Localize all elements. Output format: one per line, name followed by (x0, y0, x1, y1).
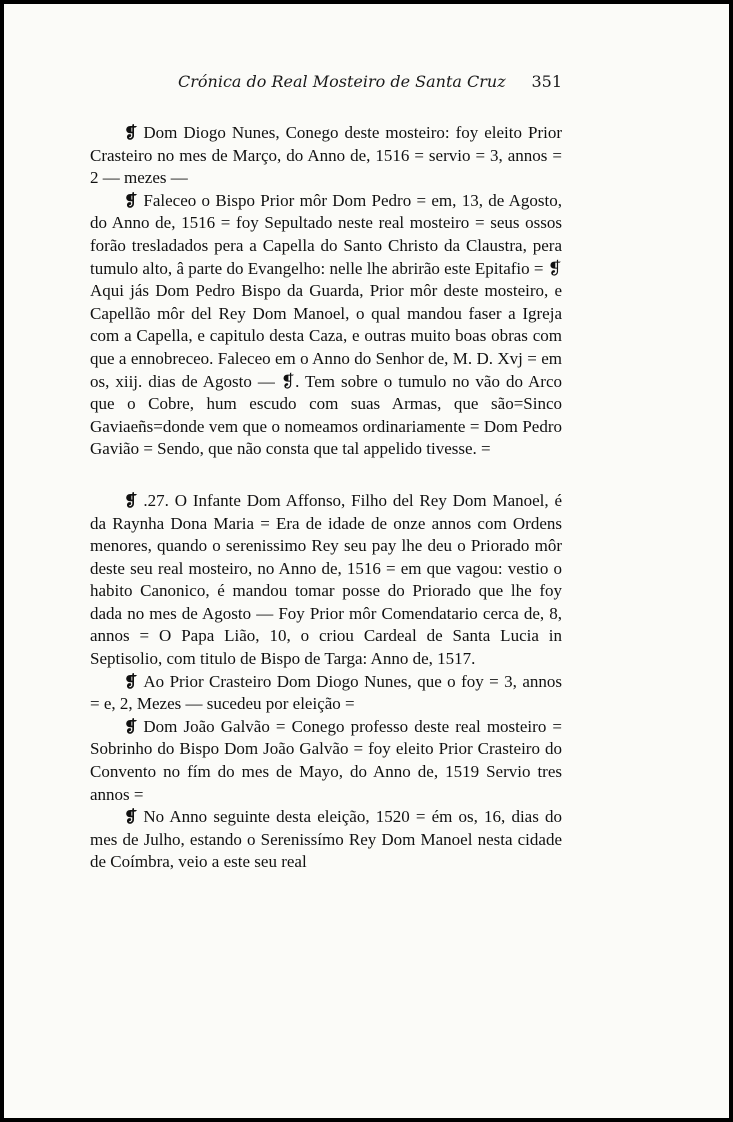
page-number: 351 (531, 72, 562, 91)
paragraph-6 (90, 806, 562, 874)
paragraph-text: Dom Diogo Nunes, Conego deste mosteiro: foy eleito Prior Crasteiro no mes de Março, do Anno de, 1516 = servio = 3, annos = 2 — mezes — (90, 123, 562, 188)
book-page (4, 4, 729, 1118)
paragraph-mark-icon: ❡ (124, 190, 138, 210)
page-header (90, 72, 562, 96)
body-text (90, 122, 562, 874)
paragraph-mark-icon: ❡ (124, 490, 138, 510)
paragraph-4 (90, 671, 562, 716)
paragraph-mark-icon: ❡ (124, 807, 138, 827)
paragraph-3 (90, 490, 562, 671)
paragraph-mark-icon: ❡ (124, 671, 138, 691)
paragraph-text: Ao Prior Crasteiro Dom Diogo Nunes, que o foy = 3, annos = e, 2, Mezes — sucedeu por eleição = (90, 671, 562, 714)
paragraph-mark-icon: ❡ (124, 716, 138, 736)
paragraph-2 (90, 190, 562, 461)
paragraph-text: Faleceo o Bispo Prior môr Dom Pedro = em, 13, de Agosto, do Anno de, 1516 = foy Sepultado neste real mosteiro = seus ossos forão tresladados pera a Capella do Santo Christo da Claustra, pera tumulo alto, â parte do Evangelho: nelle lhe abrirão este Epitafio = ❡ Aqui jás Dom Pedro Bispo da Guarda, Prior môr deste mosteiro, e Capellão môr del Rey Dom Manoel, o qual mandou faser a Igreja com a Capella, e capitulo desta Caza, e outras muito boas obras com que a ennobreceo. Faleceo em o Anno do Senhor de, M. D. Xvj = em os, xiij. dias de Agosto — ❡. Tem sobre o tumulo no vão do Arco que o Cobre, hum escudo com suas Armas, que são=Sinco Gaviaeñs=donde vem que o nomeamos ordinariamente = Dom Pedro Gavião = Sendo, que não consta que tal appelido tivesse. = (90, 190, 562, 459)
paragraph-text: No Anno seguinte desta eleição, 1520 = ém os, 16, dias do mes de Julho, estando o Serenissímo Rey Dom Manoel nesta cidade de Coímbra, veio a este seu real (90, 807, 562, 872)
paragraph-5 (90, 716, 562, 806)
running-title: Crónica do Real Mosteiro de Santa Cruz (178, 72, 506, 91)
paragraph-text: .27. O Infante Dom Affonso, Filho del Rey Dom Manoel, é da Raynha Dona Maria = Era de idade de onze annos com Ordens menores, quando o serenissimo Rey seu pay lhe deu o Priorado môr deste seu real mosteiro, no Anno de, 1516 = em que vagou: vestio o habito Canonico, é mandou tomar posse do Priorado que lhe foy dada no mes de Agosto — Foy Prior môr Comendatario cerca de, 8, annos = O Papa Lião, 10, o criou Cardeal de Santa Lucia in Septisolio, com titulo de Bispo de Targa: Anno de, 1517. (90, 490, 562, 669)
paragraph-text: Dom João Galvão = Conego professo deste real mosteiro = Sobrinho do Bispo Dom João Galvão = foy eleito Prior Crasteiro do Convento no fím do mes de Mayo, do Anno de, 1519 Servio tres annos = (90, 716, 562, 804)
paragraph-mark-icon: ❡ (124, 123, 138, 142)
paragraph-1 (90, 122, 562, 190)
